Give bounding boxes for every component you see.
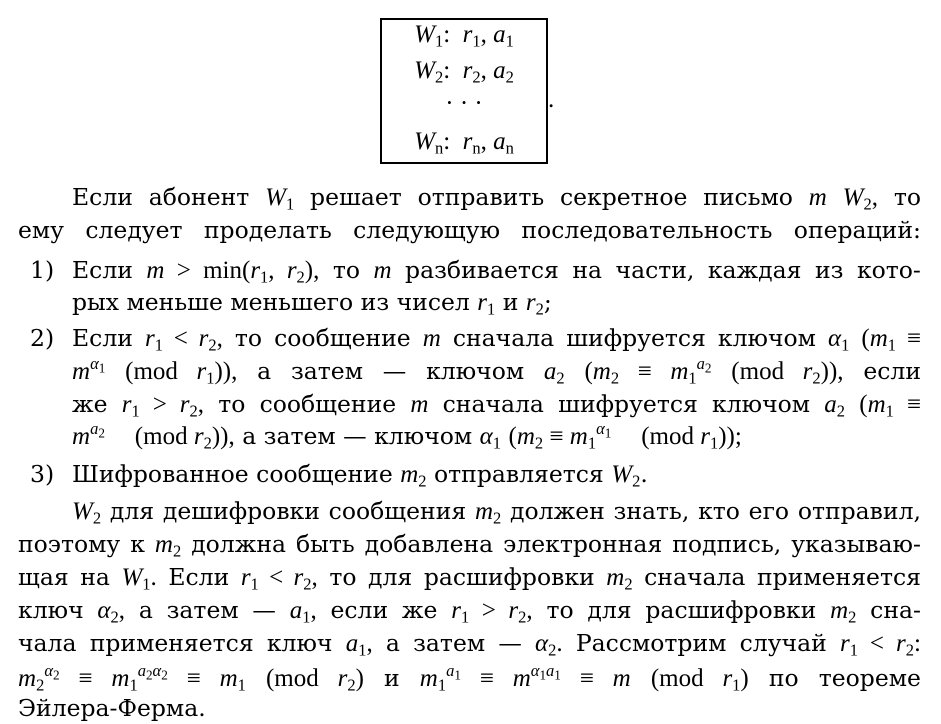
key-table-row-dots: · · · [445, 90, 483, 117]
para1-line1: Если абонент $W_1$ решает отправить секретное письмо m $W_2$, то [72, 183, 921, 214]
para2-line4: ключ $\alpha_2$, а затем — $a_1$, если же $r_1 > r_2$, то для расшифровки $m_2$ сна- [18, 596, 921, 627]
table-trailing-period: . [548, 86, 555, 113]
key-table-row-1: $W_1$: $r_1$, $a_1$ [414, 21, 514, 51]
key-table-row-2: $W_2$: $r_2$, $a_2$ [414, 57, 514, 87]
para2-line1: $W_2$ для дешифровки сообщения $m_2$ должен знать, кто его отправил, [72, 497, 921, 528]
list-item-2-line1: Если $r_1 < r_2$, то сообщение m сначала шифруется ключом $\alpha_1$ ($m_1$ ≡ [72, 324, 921, 355]
list-item-2-line4: $m^{a_2}$ (mod $r_2$)), а затем — ключом $\alpha_1$ ($m_2 \equiv m_1^{\alpha_1}$ (mod $r_1$)); [72, 418, 742, 453]
para2-line3: щая на $W_1$. Если $r_1 < r_2$, то для расшифровки $m_2$ сначала применяется [18, 563, 921, 594]
key-table-row-n: $W_n$: $r_n$, $a_n$ [414, 128, 514, 158]
key-table [380, 18, 548, 164]
para2-line6: $m_2^{\alpha_2} \equiv m_1^{a_2\alpha_2} \equiv m_1$ (mod $r_2$) и $m_1^{a_1} \equiv m^{\alpha_1a_1} \equiv m$ (mod $r_1$) по теореме [18, 660, 921, 695]
para2-line5: чала применяется ключ $a_1$, а затем — $\alpha_2$. Рассмотрим случай $r_1 < r_2$: [18, 629, 921, 660]
list-item-1-line2: рых меньше меньшего из чисел $r_1$ и $r_2$; [72, 288, 552, 319]
list-item-3-number: 3) [30, 460, 55, 488]
para1-line2: ему следует проделать следующую последовательность операций: [18, 216, 921, 244]
list-item-1-line1: Если $m > \min(r_1$, $r_2$), то m разбивается на части, каждая из кото- [72, 256, 921, 287]
para2-line2: поэтому к $m_2$ должна быть добавлена электронная подпись, указываю- [18, 530, 921, 561]
list-item-2-line2: $m^{\alpha_1}$ (mod $r_1$)), а затем — ключом $a_2$ ($m_2 \equiv m_1^{a_2}$ (mod $r_2$)), если [72, 353, 921, 388]
list-item-1-number: 1) [30, 256, 55, 284]
list-item-2-line3: же $r_1 > r_2$, то сообщение m сначала шифруется ключом $a_2$ ($m_1$ ≡ [72, 390, 921, 421]
list-item-2-number: 2) [30, 324, 55, 352]
para2-line7: Эйлера-Ферма. [18, 694, 206, 722]
list-item-3-line1: Шифрованное сообщение $m_2$ отправляется $W_2$. [72, 460, 648, 491]
